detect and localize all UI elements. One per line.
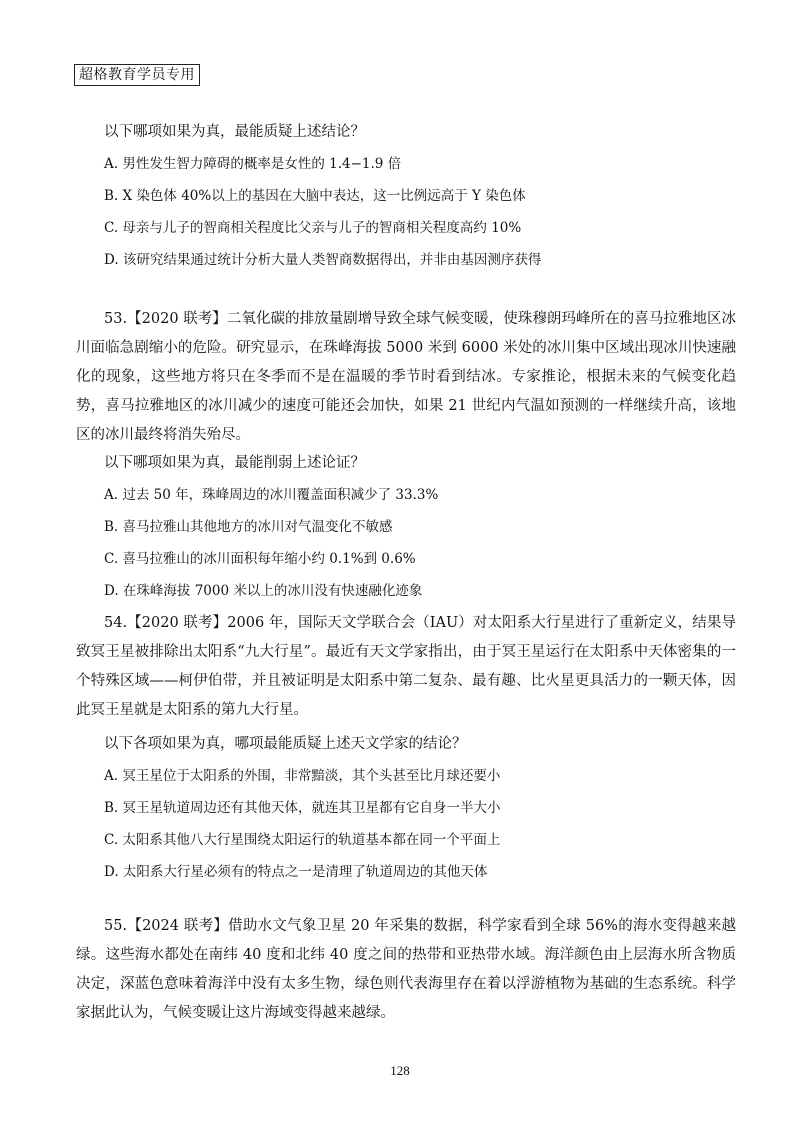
option-a: A. 过去 50 年，珠峰周边的冰川覆盖面积减少了 33.3% (104, 487, 439, 503)
option-a: A. 冥王星位于太阳系的外围，非常黯淡，其个头甚至比月球还要小 (104, 768, 501, 784)
question-53-block (76, 305, 736, 601)
option-d: D. 太阳系大行星必须有的特点之一是清理了轨道周边的其他天体 (104, 864, 488, 880)
header-label: 超格教育学员专用 (74, 64, 200, 86)
option-c: C. 太阳系其他八大行星围绕太阳运行的轨道基本都在同一个平面上 (104, 832, 501, 848)
option-list (76, 154, 736, 270)
question-prompt: 以下哪项如果为真，最能质疑上述结论？ (104, 124, 365, 140)
question-54-prompt: 以下各项如果为真，哪项最能质疑上述天文学家的结论？ (104, 736, 467, 752)
question-54-block (76, 609, 736, 882)
option-list (76, 766, 736, 882)
option-b: B. 喜马拉雅山其他地方的冰川对气温变化不敏感 (104, 519, 393, 535)
option-c: C. 母亲与儿子的智商相关程度比父亲与儿子的智商相关程度高约 10% (104, 220, 522, 236)
question-55-text: 55.【2024 联考】借助水文气象卫星 20 年采集的数据，科学家看到全球 56%的海水变得越来越绿。这些海水都处在南纬 40 度和北纬 40 度之间的热带和亚热带水域。海洋颜色由上层海水所含物质决定，深蓝色意味着海洋中没有太多生物，绿色则代表海里存在着以浮游植物为基础的生态系统。科学家据此认为，气候变暖让这片海域变得越来越绿。 (76, 918, 736, 1021)
question-52-options-block (76, 121, 736, 270)
question-55-block (76, 912, 736, 1028)
option-d: D. 该研究结果通过统计分析大量人类智商数据得出，并非由基因测序获得 (104, 252, 542, 268)
option-a: A. 男性发生智力障碍的概率是女性的 1.4−1.9 倍 (104, 156, 402, 172)
option-b: B. X 染色体 40%以上的基因在大脑中表达，这一比例远高于 Y 染色体 (104, 188, 526, 204)
option-c: C. 喜马拉雅山的冰川面积每年缩小约 0.1%到 0.6% (104, 551, 416, 567)
question-53-prompt: 以下哪项如果为真，最能削弱上述论证？ (104, 455, 365, 471)
page-number: 128 (390, 1063, 410, 1078)
question-53-text: 53.【2020 联考】二氧化碳的排放量剧增导致全球气候变暖，使珠穆朗玛峰所在的喜马拉雅地区冰川面临急剧缩小的危险。研究显示，在珠峰海拔 5000 米到 6000 米处的冰川集中区域出现冰川快速融化的现象，这些地方将只在冬季而不是在温暖的季节时看到结冰。专家推论，根据未来的气候变化趋势，喜马拉雅地区的冰川减少的速度可能还会加快，如果 21 世纪内气温如预测的一样继续升高，该地区的冰川最终将消失殆尽。 (76, 311, 736, 443)
option-d: D. 在珠峰海拔 7000 米以上的冰川没有快速融化迹象 (104, 583, 423, 599)
option-list (76, 485, 736, 601)
option-b: B. 冥王星轨道周边还有其他天体，就连其卫星都有它自身一半大小 (104, 800, 501, 816)
question-54-text: 54.【2020 联考】2006 年，国际天文学联合会（IAU）对太阳系大行星进行了重新定义，结果导致冥王星被排除出太阳系“九大行星”。最近有天文学家指出，由于冥王星运行在太阳系中天体密集的一个特殊区域——柯伊伯带，并且被证明是太阳系中第二复杂、最有趣、比火星更具活力的一颗天体，因此冥王星就是太阳系的第九大行星。 (76, 615, 736, 718)
